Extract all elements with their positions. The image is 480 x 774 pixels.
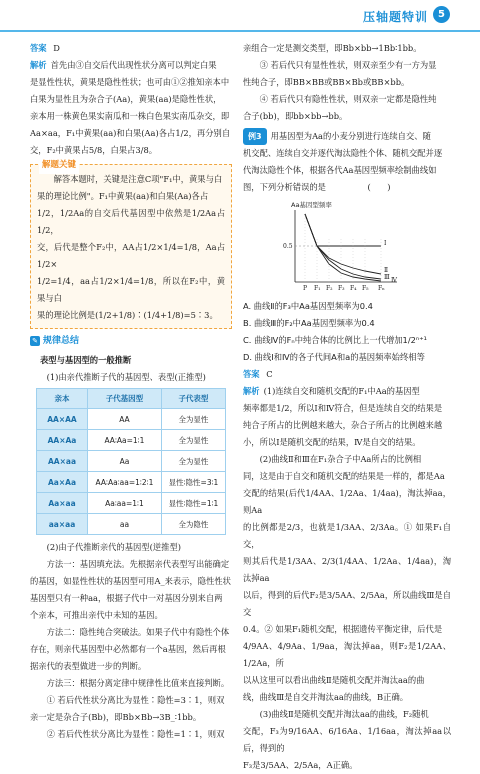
analysis-line: 4/9AA、4/9Aa、1/9aa，淘汰掉aa，则F₂是1/2AA、1/2Aa，所 (243, 641, 451, 668)
analysis-line: 同，这是由于自交和随机交配的结果是一样的，都是Aa (243, 471, 445, 481)
text-line: 存在，则亲代基因型中必然都有一个a基因，然后再根 (30, 644, 226, 654)
x-tick-label: Fₙ (378, 285, 385, 292)
y-tick-label: 0.5 (283, 243, 293, 250)
analysis-line: 的比例都是2/3，也就是1/3AA、2/3Aa。① 如果F₁自交， (243, 522, 451, 549)
analysis-line: 亲本用一株黄色果实南瓜和一株白色果实南瓜杂交，即 (30, 111, 230, 121)
curve-label: Ⅲ (384, 274, 390, 281)
table-cell: 全为显性 (161, 409, 225, 430)
table-row (37, 430, 226, 451)
text-line: 方法三：根据分离定律中规律性比值来直接判断。 (46, 678, 230, 688)
table-row (37, 451, 226, 472)
table-row (37, 514, 226, 535)
box-line: 1/2=1/4，aa占1/2×1/4=1/8，所以在F₂中，黄果与白 (37, 276, 225, 303)
box-line: 交，后代是整个F₂中，AA占1/2×1/4=1/8，Aa占1/2× (37, 242, 225, 269)
analysis-line: 以从这里可以看出曲线Ⅱ是随机交配并淘汰aa的曲 (243, 675, 425, 685)
table-cell: 全为隐性 (161, 514, 225, 535)
text-line: 基因型只有一种aa，根据子代中一对基因分别来自两 (30, 593, 223, 603)
table-header: 子代基因型 (88, 389, 162, 409)
analysis-line: 白果为显性且为杂合子(Aa)，黄果(aa)是隐性性状， (30, 94, 222, 104)
text-line: 合子(bb)，即bb×bb→bb。 (243, 111, 348, 121)
analysis-tag: 解析 (30, 60, 47, 70)
subhead: 表型与基因型的一般推断 (40, 355, 132, 365)
header-title: 压轴题特训 (362, 10, 428, 24)
example-text: 图，下列分析错误的是 ( ) (243, 182, 391, 192)
text-line: ② 若后代性状分离比为显性∶隐性=1∶1，则双 (46, 729, 225, 739)
text-line: 据亲代的表型做进一步的判断。 (30, 661, 147, 671)
box-title: 解题关键 (39, 157, 79, 174)
example-text: 用基因型为Aa的小麦分别进行连续自交、随 (270, 131, 431, 141)
x-tick-label: F₂ (326, 285, 333, 292)
right-column (243, 40, 451, 774)
box-line: 1/2，1/2Aa的自交后代基因型中依然是1/2Aa占1/2， (37, 208, 225, 235)
option-c: C. 曲线Ⅳ的Fₙ中纯合体的比例比上一代增加1/2ⁿ⁺¹ (243, 335, 427, 345)
analysis-line: Aa×aa，F₁中黄果(aa)和白果(Aa)各占1/2，再分别自 (30, 128, 231, 138)
text-line: ① 若后代性状分离比为显性∶隐性=3∶1，则双 (46, 695, 225, 705)
summary-icon: ✎ (30, 336, 40, 346)
table-cell: 显性∶隐性=3∶1 (161, 472, 225, 493)
analysis-tag: 解析 (243, 386, 260, 396)
table-header-row (37, 389, 226, 409)
table-header: 亲本 (37, 389, 88, 409)
curve-label: Ⅳ (391, 277, 397, 284)
left-column (30, 40, 232, 743)
curve-III (305, 214, 381, 279)
analysis-line: 首先由③自交后代出现性状分离可以判定白果 (50, 60, 217, 70)
text-line: 亲组合一定是测交类型，即Bb×bb→1Bb∶1bb。 (243, 43, 422, 53)
x-tick-label: F₅ (362, 285, 369, 292)
subhead-2: (1)由亲代推断子代的基因型、表型(正推型) (46, 372, 206, 382)
option-d: D. 曲线Ⅰ和Ⅳ的各子代间A和a的基因频率始终相等 (243, 352, 425, 362)
table-row (37, 409, 226, 430)
table-cell: AA×aa (37, 451, 88, 472)
text-line: 方法二：隐性纯合突破法。如果子代中有隐性个体 (46, 627, 230, 637)
text-line: ④ 若后代只有隐性性状，则双亲一定都是隐性纯 (259, 94, 437, 104)
text-line: 亲一定是杂合子(Bb)，即Bb×Bb→3B_∶1bb。 (30, 712, 202, 722)
table-cell: AA∶Aa∶aa=1∶2∶1 (88, 472, 162, 493)
example-tag: 例3 (243, 128, 267, 145)
answer-value: C (266, 369, 273, 379)
option-b: B. 曲线Ⅲ的F₂中Aa基因型频率为0.4 (243, 318, 375, 328)
curve-label: Ⅰ (384, 240, 387, 247)
table-cell: AA×Aa (37, 430, 88, 451)
section-title (30, 333, 232, 350)
curve-IV (305, 214, 381, 281)
analysis-line: F₃是3/5AA、2/5Aa，A正确。 (243, 760, 358, 770)
inference-block (30, 539, 232, 743)
text-line: 性纯合子，即BB×BB或BB×Bb或BB×bb。 (243, 77, 410, 87)
answer-value: D (53, 43, 60, 53)
example-text: 代淘汰隐性个体，根据各代Aa基因型频率绘制曲线如 (243, 165, 437, 175)
table-row (37, 472, 226, 493)
table-cell: Aa×aa (37, 493, 88, 514)
curve-label: Ⅱ (384, 267, 389, 274)
box-line: 解答本题时，关键是注意C项"F₁中，黄果与白 (53, 174, 223, 184)
table-cell: aa×aa (37, 514, 88, 535)
frequency-chart (283, 198, 403, 296)
analysis-line: 则其后代是1/3AA、2/3(1/4AA、1/2Aa、1/4aa)，淘汰掉aa (243, 556, 451, 583)
box-line: 果的理论比例"。F₁中黄果(aa)和白果(Aa)各占 (37, 191, 209, 201)
table-row (37, 493, 226, 514)
answer-line (30, 40, 232, 57)
analysis-line: 交，F₂中黄果占5/8，白果占3/8。 (30, 145, 158, 155)
analysis-line: 交配的结果(后代1/4AA、1/2Aa、1/4aa)，淘汰掉aa，则Aa (243, 488, 451, 515)
x-tick-label: P (303, 285, 308, 292)
text-line: 的基因，如显性性状的基因型可用A_来表示，隐性性状 (30, 576, 231, 586)
curve-I (305, 214, 381, 246)
option-a: A. 曲线Ⅱ的F₃中Aa基因型频率为0.4 (243, 301, 373, 311)
analysis-line: (3)曲线Ⅱ是随机交配并淘汰aa的曲线，F₂随机 (259, 709, 429, 719)
genotype-table (36, 388, 226, 535)
example-line (243, 128, 451, 145)
text-line: (2)由子代推断亲代的基因型(逆推型) (46, 542, 181, 552)
analysis-line: 0.4。② 如果F₁随机交配，根据遗传平衡定律，后代是 (243, 624, 443, 634)
table-cell: Aa×Aa (37, 472, 88, 493)
analysis-block (30, 57, 232, 159)
x-tick-label: F₁ (314, 285, 321, 292)
x-tick-label: F₄ (350, 285, 357, 292)
table-cell: aa (88, 514, 162, 535)
header-rule (0, 30, 480, 32)
analysis-line: 以后，得到的后代F₂是3/5AA、2/5Aa，所以曲线Ⅲ是自交 (243, 590, 451, 617)
x-tick-label: F₃ (338, 285, 345, 292)
table-cell: AA∶Aa=1∶1 (88, 430, 162, 451)
analysis-line: 交配，F₃为9/16AA、6/16Aa、1/16aa，淘汰掉aa以后，得到的 (243, 726, 451, 753)
example-text: 机交配、连续自交并逐代淘汰隐性个体、随机交配并逐 (243, 148, 443, 158)
page-header (0, 0, 480, 34)
analysis-line: (2)曲线Ⅱ和Ⅲ在F₁杂合子中Aa所占的比例相 (259, 454, 422, 464)
table-cell: 全为显性 (161, 430, 225, 451)
text-line: ③ 若后代只有显性性状，则双亲至少有一方为显 (259, 60, 437, 70)
analysis-block (243, 383, 451, 774)
page-number: 5 (433, 6, 450, 23)
section-title-text: 规律总结 (43, 336, 80, 346)
table-cell: 全为显性 (161, 451, 225, 472)
table-cell: AA (88, 409, 162, 430)
answer-tag: 答案 (30, 43, 47, 53)
box-line: 果的理论比例是(1/2+1/8)∶(1/4+1/8)=5∶3。 (37, 310, 218, 320)
key-point-box (30, 160, 232, 329)
table-cell: AA×AA (37, 409, 88, 430)
analysis-line: 小，所以Ⅰ是随机交配的结果，Ⅳ是自交的结果。 (243, 437, 421, 447)
text-line: 个亲本，可推出亲代中未知的基因。 (30, 610, 163, 620)
table-cell: Aa (88, 451, 162, 472)
analysis-line: 纯合子所占的比例越来越大，杂合子所占的比例越来越 (243, 420, 443, 430)
analysis-line: 频率都是1/2，所以Ⅰ和Ⅳ符合，但是连续自交的结果是 (243, 403, 443, 413)
table-cell: Aa∶aa=1∶1 (88, 493, 162, 514)
table-cell: 显性∶隐性=1∶1 (161, 493, 225, 514)
analysis-line: 线，曲线Ⅲ是自交并淘汰aa的曲线，B正确。 (243, 692, 409, 702)
text-line: 方法一：基因填充法。先根据亲代表型写出能确定 (46, 559, 230, 569)
answer-tag: 答案 (243, 369, 260, 379)
analysis-line: 是显性性状，黄果是隐性性状；也可由①②推知亲本中 (30, 77, 230, 87)
chart-ylabel: Aa基因型频率 (291, 201, 332, 209)
analysis-line: (1)连续自交和随机交配的F₁中Aa的基因型 (263, 386, 420, 396)
table-header: 子代表型 (161, 389, 225, 409)
answer-line (243, 366, 451, 383)
